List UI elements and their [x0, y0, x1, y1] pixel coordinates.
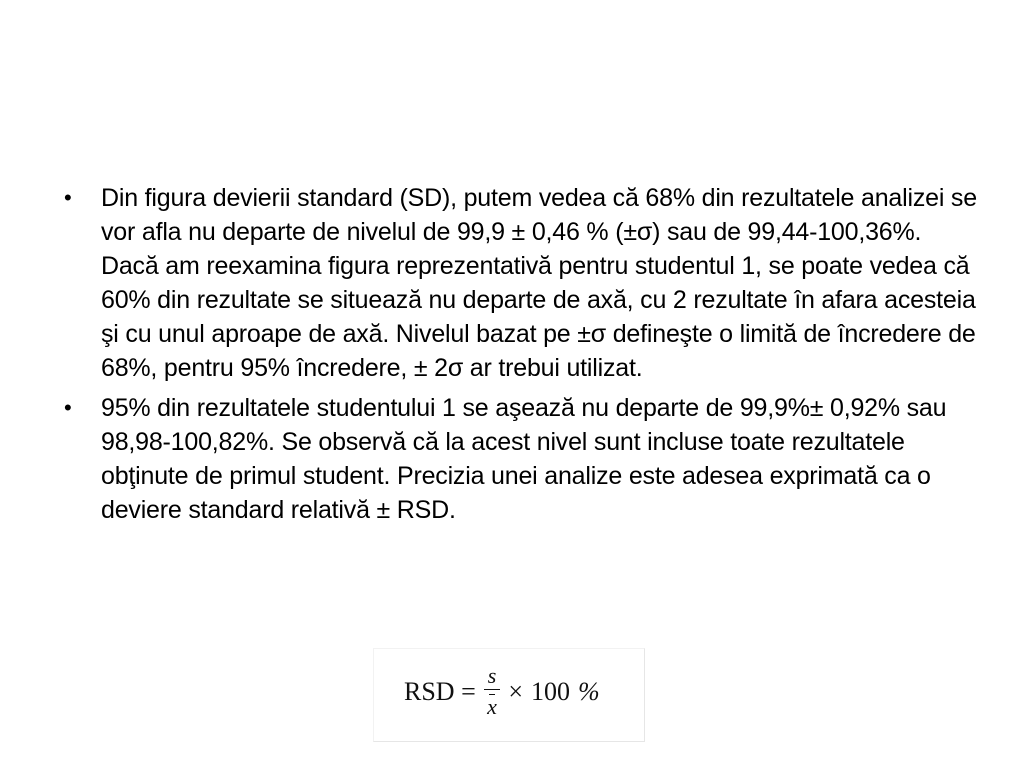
bullet-dot-icon: • — [64, 395, 72, 420]
rsd-formula — [404, 665, 600, 718]
bullet-text-1: Din figura devierii standard (SD), putem vedea că 68% din rezultatele analizei se vor afla nu departe de nivelul de 99,9 ± 0,46 % (±σ) sau de 99,44-100,36%. Dacă am reexamina figura reprezentativă pentru studentul 1, se poate vedea că 60% din rezultate se situează nu departe de axă, cu 2 rezultate în afara acesteia şi cu unul aproape de axă. Nivelul bazat pe ±σ defineşte o limită de încredere de 68%, pentru 95% încredere, ± 2σ ar trebui utilizat. — [101, 184, 977, 382]
bullet-dot-icon: • — [64, 185, 72, 210]
formula-denominator-symbol: x — [487, 694, 497, 719]
formula-lhs: RSD = — [404, 676, 476, 706]
bullet-item-2 — [58, 391, 978, 527]
formula-denominator — [487, 690, 497, 718]
slide-body — [58, 181, 978, 533]
formula-numerator: s — [484, 665, 501, 690]
bullet-item-1 — [58, 181, 978, 385]
formula-fraction — [484, 665, 501, 718]
bullet-text-2: 95% din rezultatele studentului 1 se aşează nu departe de 99,9%± 0,92% sau 98,98-100,82%. Se observă că la acest nivel sunt incluse toate rezultatele obţinute de primul student. Precizia unei analize este adesea exprimată ca o deviere standard relativă ± RSD. — [101, 394, 947, 524]
mean-bar — [489, 694, 495, 695]
formula-factor: 100 — [530, 676, 570, 706]
bullet-list — [58, 181, 978, 527]
formula-operator: × — [508, 676, 523, 706]
formula-unit: % — [577, 676, 600, 706]
rsd-formula-image — [373, 648, 645, 742]
